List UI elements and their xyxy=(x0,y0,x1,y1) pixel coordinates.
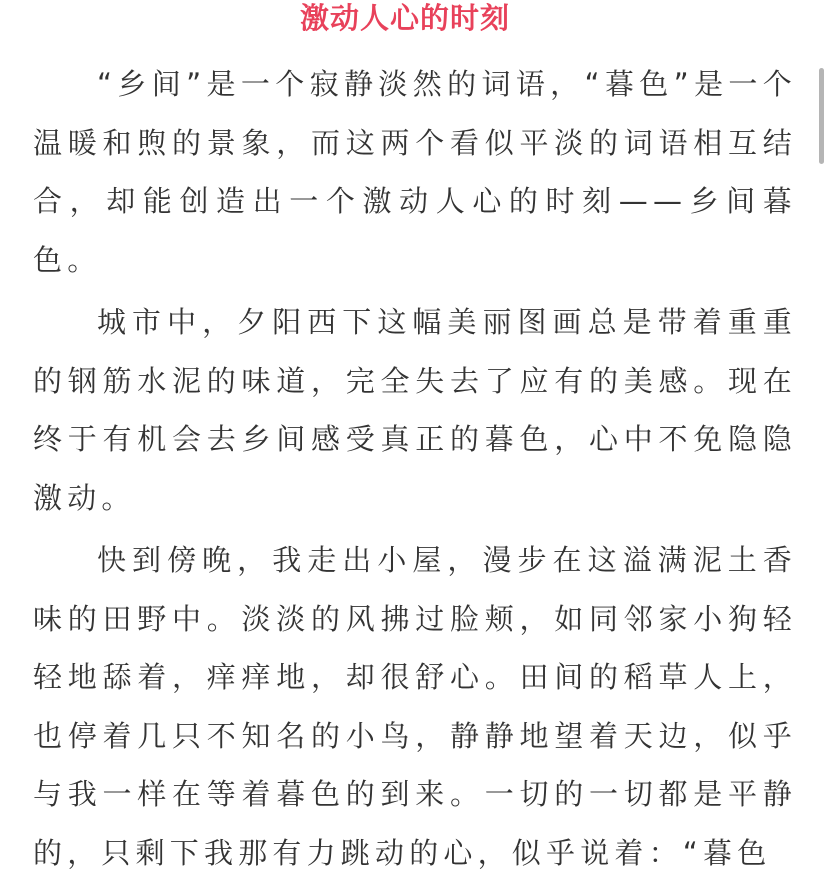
article-body xyxy=(33,55,797,886)
article-title: 激动人心的时刻 xyxy=(299,1,510,35)
vertical-scrollbar[interactable] xyxy=(819,68,824,164)
paragraph-3: 快到傍晚，我走出小屋，漫步在这溢满泥土香味的田野中。淡淡的风拂过脸颊，如同邻家小狗轻轻地舔着，痒痒地，却很舒心。田间的稻草人上，也停着几只不知名的小鸟，静静地望着天边，似乎与我一样在等着暮色的到来。一切的一切都是平静的，只剩下我那有力跳动的心，似乎说着：“暮色 xyxy=(33,543,797,870)
paragraph-2: 城市中，夕阳西下这幅美丽图画总是带着重重的钢筋水泥的味道，完全失去了应有的美感。现在终于有机会去乡间感受真正的暮色，心中不免隐隐激动。 xyxy=(33,305,797,515)
paragraph-1: “乡间”是一个寂静淡然的词语，“暮色”是一个温暖和煦的景象，而这两个看似平淡的词语相互结合，却能创造出一个激动人心的时刻——乡间暮色。 xyxy=(33,67,797,277)
